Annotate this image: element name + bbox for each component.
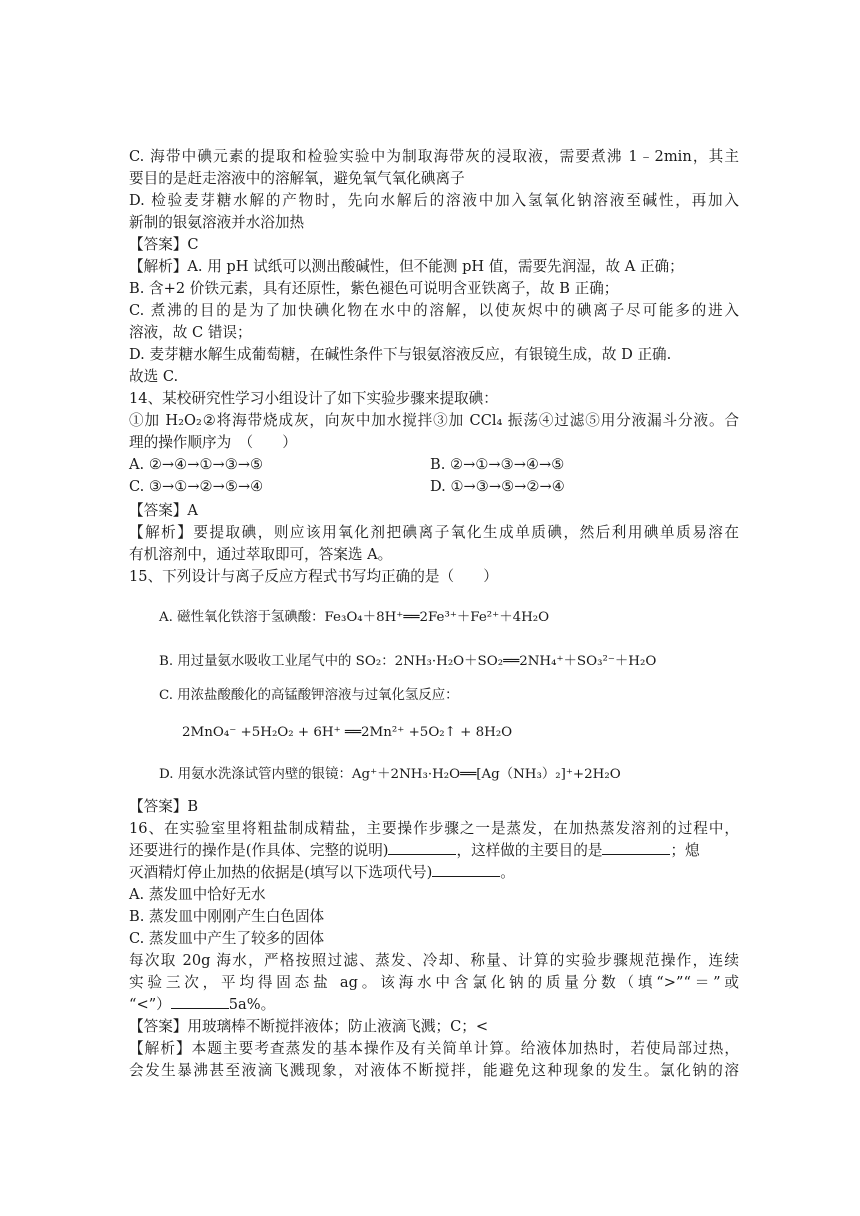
question-14-option-d: D. ①→③→⑤→②→④ [430,478,565,495]
option-d-line-1: D. 检验麦芽糖水解的产物时，先向水解后的溶液中加入氢氧化钠溶液至碱性，再加入 [129,192,739,209]
explanation-c-1: C. 煮沸的目的是为了加快碘化物在水中的溶解，以使灰烬中的碘离子尽可能多的进入 [129,302,739,319]
question-16-line-2 [129,840,739,862]
question-14-option-c: C. ③→①→②→⑤→④ [129,478,264,495]
explanation-b: B. 含+2 价铁元素，具有还原性，紫色褪色可说明含亚铁离子，故 B 正确； [129,280,619,297]
answer-13: 【答案】C [129,236,199,253]
answer-16: 【答案】用玻璃棒不断搅拌液体；防止液滴飞溅；C；< [129,1018,489,1035]
question-14-prompt: 理的操作顺序为 （ ） [129,434,297,451]
answer-blank-2[interactable] [602,842,670,855]
answer-blank-3[interactable] [432,864,500,877]
question-16-line-5: 实验三次，平均得固态盐 ag。该海水中含氯化钠的质量分数（填“>”“＝”或 [129,974,739,991]
answer-blank-1[interactable] [388,842,456,855]
question-14-steps: ①加 H₂O₂②将海带烧成灰，向灰中加水搅拌③加 CCl₄ 振荡④过滤⑤用分液漏斗分液。合 [129,412,739,429]
question-15-option-c: C. 用浓盐酸酸化的高锰酸钾溶液与过氧化氢反应： [159,688,459,703]
explanation-d: D. 麦芽糖水解生成葡萄糖，在碱性条件下与银氨溶液反应，有银镜生成，故 D 正确. [129,346,672,363]
explanation-14-1: 【解析】要提取碘，则应该用氧化剂把碘离子氧化生成单质碘，然后利用碘单质易溶在 [129,524,739,541]
question-15-option-c-equation: 2MnO₄⁻ +5H₂O₂ + 6H⁺ ══2Mn²⁺ +5O₂↑ + 8H₂O [182,725,513,740]
question-14-option-b: B. ②→①→③→④→⑤ [430,456,565,473]
explanation-a: 【解析】A. 用 pH 试纸可以测出酸碱性，但不能测 pH 值，需要先润湿，故 A 正确； [129,258,684,275]
explanation-conclusion: 故选 C. [129,368,179,385]
question-16-line-2-text-c: ；熄 [670,842,700,859]
explanation-14-2: 有机溶剂中，通过萃取即可，答案选 A。 [129,546,393,563]
question-15-title: 15、下列设计与离子反应方程式书写均正确的是（ ） [129,568,498,585]
question-16-line-2-text-a: 还要进行的操作是(作具体、完整的说明) [129,842,389,859]
explanation-16-1: 【解析】本题主要考查蒸发的基本操作及有关简单计算。给液体加热时，若使局部过热， [129,1040,739,1057]
question-16-line-4: 每次取 20g 海水，严格按照过滤、蒸发、冷却、称量、计算的实验步骤规范操作，连续 [129,952,739,969]
option-c-line-1: C. 海带中碘元素的提取和检验实验中为制取海带灰的浸取液，需要煮沸 1﹣2min，其主 [129,148,739,165]
option-c-line-2: 要目的是赶走溶液中的溶解氧，避免氧气氧化碘离子 [129,170,465,187]
question-16-option-b: B. 蒸发皿中刚刚产生白色固体 [129,908,325,925]
question-15-option-a: A. 磁性氧化铁溶于氢碘酸：Fe₃O₄＋8H⁺══2Fe³⁺＋Fe²⁺＋4H₂O [159,610,550,625]
question-14-title: 14、某校研究性学习小组设计了如下实验步骤来提取碘： [129,390,498,407]
question-16-line-3-text-b: 。 [500,864,515,881]
question-16-line-1: 16、在实验室里将粗盐制成精盐，主要操作步骤之一是蒸发，在加热蒸发溶剂的过程中， [129,820,739,837]
question-16-line-6-text-a: “<”） [129,996,171,1013]
question-16-line-3 [129,862,739,884]
question-16-option-a: A. 蒸发皿中恰好无水 [129,886,266,903]
answer-15: 【答案】B [129,798,199,815]
question-16-line-6 [129,994,739,1016]
question-14-option-a: A. ②→④→①→③→⑤ [129,456,264,473]
answer-14: 【答案】A [129,502,198,519]
answer-blank-4[interactable] [171,996,229,1009]
question-16-option-c: C. 蒸发皿中产生了较多的固体 [129,930,325,947]
option-d-line-2: 新制的银氨溶液并水浴加热 [129,214,305,231]
question-15-option-b: B. 用过量氨水吸收工业尾气中的 SO₂：2NH₃·H₂O＋SO₂══2NH₄⁺＋SO₃²⁻＋H₂O [159,654,657,669]
question-16-line-3-text-a: 灭酒精灯停止加热的依据是(填写以下选项代号) [129,864,433,881]
question-16-line-2-text-b: ，这样做的主要目的是 [456,842,603,859]
explanation-c-2: 溶液，故 C 错误； [129,324,252,341]
explanation-16-2: 会发生暴沸甚至液滴飞溅现象，对液体不断搅拌，能避免这种现象的发生。氯化钠的溶 [129,1062,739,1079]
question-16-line-6-text-b: 5a%。 [228,996,276,1013]
question-15-option-d: D. 用氨水洗涤试管内壁的银镜：Ag⁺＋2NH₃·H₂O══[Ag（NH₃）₂]⁺+2H₂O [159,767,621,782]
